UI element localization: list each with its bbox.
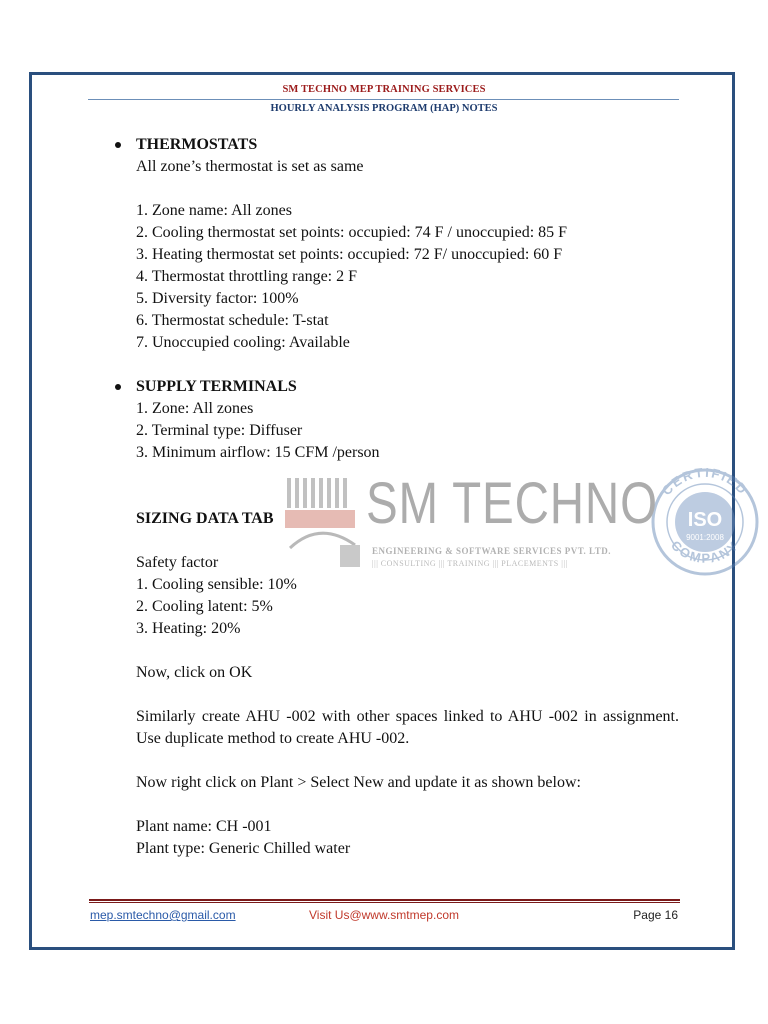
page-number: Page 16	[633, 908, 678, 922]
list-item: 1. Zone name: All zones	[136, 202, 292, 219]
list-item: 5. Diversity factor: 100%	[136, 290, 299, 307]
footer-rule-thin	[89, 902, 680, 903]
supply-terminals-heading: SUPPLY TERMINALS	[136, 378, 297, 395]
list-item: 2. Cooling latent: 5%	[136, 598, 273, 615]
thermostats-intro: All zone’s thermostat is set as same	[136, 158, 364, 175]
plant-instruction: Now right click on Plant > Select New and update it as shown below:	[136, 774, 581, 791]
click-ok-text: Now, click on OK	[136, 664, 253, 681]
footer-visit-link[interactable]: Visit Us@www.smtmep.com	[309, 908, 459, 922]
plant-type: Plant type: Generic Chilled water	[136, 840, 351, 857]
seal-iso-text: ISO	[687, 509, 723, 531]
list-item: 3. Heating thermostat set points: occupied: 72 F/ unoccupied: 60 F	[136, 246, 563, 263]
list-item: 4. Thermostat throttling range: 2 F	[136, 268, 358, 285]
plant-name: Plant name: CH -001	[136, 818, 272, 835]
list-item: 3. Minimum airflow: 15 CFM /person	[136, 444, 380, 461]
list-item: 1. Zone: All zones	[136, 400, 254, 417]
footer-email-link[interactable]: mep.smtechno@gmail.com	[90, 908, 236, 922]
list-item: 7. Unoccupied cooling: Available	[136, 334, 350, 351]
seal-bottom-text: COMPANY	[668, 537, 742, 566]
bullet-icon	[115, 384, 121, 390]
similarly-paragraph: Similarly create AHU -002 with other spaces linked to AHU -002 in assignment. Use duplicate method to create AHU -002.	[136, 708, 679, 747]
list-item: 1. Cooling sensible: 10%	[136, 576, 297, 593]
seal-top-text: CERTIFIED	[658, 464, 752, 499]
list-item: 6. Thermostat schedule: T-stat	[136, 312, 329, 329]
bullet-icon	[115, 142, 121, 148]
watermark-brand: SM TECHNO	[366, 471, 658, 536]
sizing-heading: SIZING DATA TAB	[136, 510, 274, 527]
seal-number-text: 9001:2008	[686, 533, 724, 542]
header-subtitle: HOURLY ANALYSIS PROGRAM (HAP) NOTES	[270, 103, 498, 114]
watermark-line2: ||| CONSULTING ||| TRAINING ||| PLACEMENTS |||	[372, 559, 568, 568]
list-item: 3. Heating: 20%	[136, 620, 241, 637]
thermostats-heading: THERMOSTATS	[136, 136, 258, 153]
footer-rule	[89, 899, 680, 901]
watermark-line1: ENGINEERING & SOFTWARE SERVICES PVT. LTD.	[372, 546, 611, 556]
safety-factor-label: Safety factor	[136, 554, 219, 571]
header-org: SM TECHNO MEP TRAINING SERVICES	[282, 84, 486, 95]
list-item: 2. Terminal type: Diffuser	[136, 422, 303, 439]
list-item: 2. Cooling thermostat set points: occupied: 74 F / unoccupied: 85 F	[136, 224, 568, 241]
